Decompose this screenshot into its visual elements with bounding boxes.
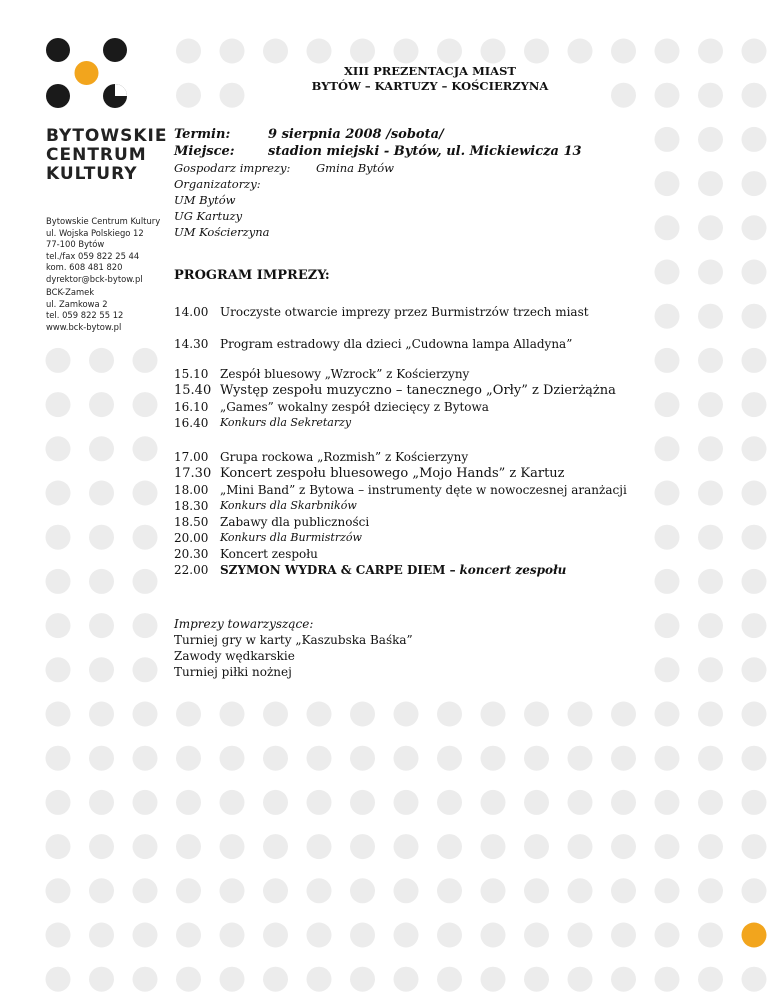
background-dot	[742, 260, 767, 285]
background-dot	[655, 878, 680, 903]
background-dot	[698, 260, 723, 285]
background-dot	[655, 923, 680, 948]
background-dot	[742, 127, 767, 152]
background-dot	[46, 878, 71, 903]
program-text: Występ zespołu muzyczno – tanecznego „Orły” z Dzierżążna	[220, 383, 616, 398]
background-dot	[133, 923, 158, 948]
background-dot	[89, 657, 114, 682]
program-time: 20.00	[174, 531, 209, 545]
background-dot	[742, 569, 767, 594]
background-dot	[568, 702, 593, 727]
background-dot	[698, 834, 723, 859]
background-dot	[394, 746, 419, 771]
background-dot	[698, 967, 723, 992]
background-dot	[133, 790, 158, 815]
background-dot	[481, 967, 506, 992]
background-dot	[698, 923, 723, 948]
background-dot	[524, 967, 549, 992]
background-dot	[350, 746, 375, 771]
background-dot	[524, 923, 549, 948]
program-group-3	[174, 366, 674, 431]
org-name-line: CENTRUM	[46, 145, 147, 165]
background-dot	[655, 613, 680, 638]
background-dot	[437, 923, 462, 948]
contact-line: BCK-Zamek	[46, 287, 95, 297]
background-dot	[220, 923, 245, 948]
background-dot	[89, 790, 114, 815]
program-time: 18.30	[174, 499, 209, 513]
background-dot	[220, 39, 245, 64]
background-dot	[220, 790, 245, 815]
background-dot	[46, 657, 71, 682]
organizator-item: UM Kościerzyna	[174, 225, 270, 239]
background-dot	[742, 834, 767, 859]
background-dot	[698, 525, 723, 550]
program-text: SZYMON WYDRA & CARPE DIEM –	[220, 563, 456, 577]
termin-row	[174, 126, 634, 143]
background-dot	[698, 171, 723, 196]
background-dot	[46, 834, 71, 859]
background-dot	[133, 834, 158, 859]
gospodarz-label: Gospodarz imprezy:	[174, 161, 291, 175]
background-dot	[220, 702, 245, 727]
background-dot	[698, 569, 723, 594]
program-time: 14.30	[174, 337, 209, 351]
background-dot	[89, 436, 114, 461]
side-events-label: Imprezy towarzyszące:	[174, 617, 314, 631]
background-dot	[742, 481, 767, 506]
program-item	[174, 304, 674, 320]
background-dot	[133, 481, 158, 506]
background-dot	[133, 392, 158, 417]
background-dot	[698, 348, 723, 373]
miejsce-value: stadion miejski - Bytów, ul. Mickiewicza 13	[268, 144, 582, 159]
background-dot	[742, 39, 767, 64]
background-dot	[698, 304, 723, 329]
contact-line: tel. 059 822 55 12	[46, 310, 124, 321]
background-dot	[263, 923, 288, 948]
program-text: „Mini Band” z Bytowa – instrumenty dęte w nowoczesnej aranżacji	[220, 483, 627, 497]
background-dot	[742, 392, 767, 417]
contact-line: Bytowskie Centrum Kultury	[46, 216, 161, 226]
background-dot	[46, 613, 71, 638]
program-time: 14.00	[174, 305, 209, 319]
background-dot	[568, 790, 593, 815]
background-dot	[394, 790, 419, 815]
event-info	[174, 126, 634, 240]
background-dot	[742, 702, 767, 727]
background-dot	[89, 746, 114, 771]
program-time: 16.40	[174, 416, 209, 430]
background-dot	[698, 392, 723, 417]
program-item	[174, 465, 674, 482]
program-item	[174, 449, 674, 465]
contact-email[interactable]: dyrektor@bck-bytow.pl	[46, 273, 143, 284]
contact-branch	[46, 287, 176, 333]
program-item	[174, 546, 674, 562]
background-dot	[437, 834, 462, 859]
background-dot	[611, 834, 636, 859]
background-dot	[46, 569, 71, 594]
program-time: 20.30	[174, 547, 209, 561]
program-group-4	[174, 449, 674, 578]
program-text: „Games” wokalny zespół dziecięcy z Bytowa	[220, 400, 489, 414]
background-dot	[611, 967, 636, 992]
program-time: 18.00	[174, 483, 209, 497]
background-dot	[611, 923, 636, 948]
background-dot	[350, 39, 375, 64]
background-dot	[742, 436, 767, 461]
program-text: Zespół bluesowy „Wzrock” z Kościerzyny	[220, 367, 470, 381]
background-dot	[220, 746, 245, 771]
organization-name	[46, 127, 166, 184]
background-dot	[742, 525, 767, 550]
background-dot	[655, 702, 680, 727]
background-dot	[437, 878, 462, 903]
background-dot	[263, 39, 288, 64]
background-dot	[133, 525, 158, 550]
background-dot	[655, 127, 680, 152]
background-dot	[742, 657, 767, 682]
background-dot	[307, 834, 332, 859]
background-dot	[611, 790, 636, 815]
background-dot	[742, 83, 767, 108]
background-dot	[46, 392, 71, 417]
background-dot	[655, 83, 680, 108]
background-dot	[89, 967, 114, 992]
background-dot	[568, 967, 593, 992]
background-dot	[176, 746, 201, 771]
background-dot	[698, 39, 723, 64]
organizatorzy-label: Organizatorzy:	[174, 177, 261, 191]
organizator-item: UG Kartuzy	[174, 209, 243, 223]
background-dot	[176, 834, 201, 859]
background-dot	[220, 834, 245, 859]
program-item-headliner	[174, 562, 674, 578]
contact-line: tel./fax 059 822 25 44	[46, 250, 140, 261]
background-dot	[524, 746, 549, 771]
contact-line: kom. 608 481 820	[46, 262, 123, 273]
background-dot	[176, 83, 201, 108]
program-text: Koncert zespołu	[220, 547, 318, 561]
background-dot	[133, 878, 158, 903]
program-text: Zabawy dla publiczności	[220, 515, 370, 529]
miejsce-label: Miejsce:	[174, 144, 235, 159]
background-dot	[133, 569, 158, 594]
background-dot	[742, 348, 767, 373]
background-dot	[698, 746, 723, 771]
background-dot	[655, 790, 680, 815]
background-dot	[568, 878, 593, 903]
background-dot	[89, 525, 114, 550]
program-time: 17.30	[174, 466, 212, 481]
background-dot	[394, 923, 419, 948]
background-dot	[655, 746, 680, 771]
background-dot	[176, 702, 201, 727]
background-dot	[46, 481, 71, 506]
background-dot	[89, 834, 114, 859]
program-time: 15.40	[174, 383, 212, 398]
background-dot	[742, 790, 767, 815]
background-dot	[307, 967, 332, 992]
background-dot	[394, 967, 419, 992]
background-dot	[133, 746, 158, 771]
background-dot	[46, 746, 71, 771]
background-dot	[698, 878, 723, 903]
background-dot	[611, 39, 636, 64]
background-dot	[133, 657, 158, 682]
background-dot	[742, 746, 767, 771]
background-dot	[263, 967, 288, 992]
document-title	[230, 64, 630, 94]
background-dot	[698, 215, 723, 240]
background-dot	[176, 923, 201, 948]
background-dot	[481, 790, 506, 815]
background-dot	[481, 834, 506, 859]
background-dot	[698, 702, 723, 727]
program-time: 17.00	[174, 450, 209, 464]
program-time: 15.10	[174, 367, 209, 381]
background-dot	[481, 39, 506, 64]
background-dot	[89, 569, 114, 594]
background-dot	[176, 39, 201, 64]
side-event-item: Turniej piłki nożnej	[174, 665, 292, 679]
background-dot	[437, 702, 462, 727]
background-dot	[524, 878, 549, 903]
gospodarz-row	[174, 160, 634, 176]
background-dot	[524, 702, 549, 727]
program-item	[174, 498, 674, 514]
side-event-item: Zawody wędkarskie	[174, 649, 295, 663]
background-dot	[133, 702, 158, 727]
background-dot	[263, 878, 288, 903]
background-dot	[655, 39, 680, 64]
program-text: Program estradowy dla dzieci „Cudowna lampa Alladyna”	[220, 337, 573, 351]
background-dot	[394, 702, 419, 727]
program-time: 18.50	[174, 515, 209, 529]
background-dot	[307, 878, 332, 903]
background-dot	[46, 436, 71, 461]
program-text: Grupa rockowa „Rozmish” z Kościerzyny	[220, 450, 469, 464]
background-dot	[263, 834, 288, 859]
accent-dot	[742, 923, 767, 948]
background-dot	[568, 39, 593, 64]
background-dot	[698, 613, 723, 638]
background-dot	[89, 392, 114, 417]
termin-label: Termin:	[174, 127, 231, 142]
title-line: BYTÓW – KARTUZY – KOŚCIERZYNA	[311, 79, 549, 93]
background-dot	[698, 127, 723, 152]
side-events	[174, 616, 594, 680]
background-dot	[263, 702, 288, 727]
background-dot	[481, 923, 506, 948]
program-text-suffix: koncert zespołu	[459, 563, 567, 577]
background-dot	[611, 878, 636, 903]
background-dot	[698, 790, 723, 815]
program-item	[174, 366, 674, 382]
background-dot	[698, 436, 723, 461]
background-dot	[481, 878, 506, 903]
background-dot	[46, 790, 71, 815]
background-dot	[742, 215, 767, 240]
background-dot	[350, 967, 375, 992]
background-dot	[350, 923, 375, 948]
background-dot	[133, 436, 158, 461]
background-dot	[307, 923, 332, 948]
background-dot	[89, 348, 114, 373]
program-title: PROGRAM IMPREZY:	[174, 268, 330, 283]
background-dot	[524, 39, 549, 64]
program-item	[174, 399, 674, 415]
background-dot	[176, 967, 201, 992]
background-dot	[307, 702, 332, 727]
background-dot	[698, 83, 723, 108]
title-line: XIII PREZENTACJA MIAST	[344, 64, 516, 78]
termin-value: 9 sierpnia 2008 /sobota/	[268, 127, 444, 142]
background-dot	[655, 967, 680, 992]
background-dot	[263, 746, 288, 771]
contact-website[interactable]: www.bck-bytow.pl	[46, 321, 122, 332]
contact-line: ul. Wojska Polskiego 12	[46, 227, 144, 238]
background-dot	[307, 790, 332, 815]
background-dot	[655, 834, 680, 859]
background-dot	[307, 746, 332, 771]
background-dot	[133, 348, 158, 373]
program-text: Uroczyste otwarcie imprezy przez Burmistrzów trzech miast	[220, 305, 589, 319]
background-dot	[481, 746, 506, 771]
background-dot	[742, 171, 767, 196]
background-dot	[133, 967, 158, 992]
background-dot	[89, 702, 114, 727]
background-dot	[176, 878, 201, 903]
contact-line: ul. Zamkowa 2	[46, 298, 108, 309]
background-dot	[611, 702, 636, 727]
background-dot	[263, 790, 288, 815]
program-item	[174, 482, 674, 498]
org-name-line: BYTOWSKIE	[46, 126, 168, 146]
program-item	[174, 415, 674, 431]
background-dot	[46, 348, 71, 373]
background-dot	[350, 790, 375, 815]
background-dot	[220, 878, 245, 903]
background-dot	[89, 878, 114, 903]
background-dot	[176, 790, 201, 815]
contact-line: 77-100 Bytów	[46, 239, 105, 250]
background-dot	[568, 834, 593, 859]
background-dot	[698, 481, 723, 506]
background-dot	[655, 215, 680, 240]
miejsce-row	[174, 143, 634, 160]
contact-main	[46, 216, 176, 286]
background-dot	[89, 923, 114, 948]
program-item	[174, 336, 674, 352]
background-dot	[89, 613, 114, 638]
background-dot	[655, 260, 680, 285]
background-dot	[307, 39, 332, 64]
organizator-item: UM Bytów	[174, 193, 236, 207]
program-text: Konkurs dla Burmistrzów	[220, 531, 362, 544]
background-dot	[481, 702, 506, 727]
background-dot	[46, 525, 71, 550]
background-dot	[568, 923, 593, 948]
background-dot	[394, 834, 419, 859]
background-dot	[46, 923, 71, 948]
background-dot	[655, 657, 680, 682]
program-text: Konkurs dla Skarbników	[220, 499, 357, 512]
background-dot	[568, 746, 593, 771]
background-dot	[350, 834, 375, 859]
background-dot	[220, 967, 245, 992]
background-dot	[133, 613, 158, 638]
program-group-2	[174, 336, 674, 352]
program-item	[174, 514, 674, 530]
background-dot	[742, 967, 767, 992]
background-dot	[350, 878, 375, 903]
side-event-item: Turniej gry w karty „Kaszubska Baśka”	[174, 633, 413, 647]
background-dot	[742, 613, 767, 638]
background-dot	[437, 790, 462, 815]
background-dot	[394, 878, 419, 903]
background-dot	[89, 481, 114, 506]
background-dot	[698, 657, 723, 682]
background-dot	[46, 702, 71, 727]
background-dot	[46, 967, 71, 992]
program-item	[174, 382, 674, 399]
background-dot	[655, 171, 680, 196]
program-group-1	[174, 304, 674, 320]
background-dot	[437, 39, 462, 64]
background-dot	[437, 967, 462, 992]
gospodarz-value: Gmina Bytów	[316, 161, 395, 175]
bck-logo	[46, 38, 130, 110]
program-item	[174, 530, 674, 546]
program-time: 16.10	[174, 400, 209, 414]
program-text: Konkurs dla Sekretarzy	[220, 416, 352, 429]
background-dot	[524, 834, 549, 859]
background-dot	[742, 878, 767, 903]
background-dot	[524, 790, 549, 815]
program-text: Koncert zespołu bluesowego „Mojo Hands” z Kartuz	[220, 466, 565, 481]
background-dot	[437, 746, 462, 771]
background-dot	[394, 39, 419, 64]
background-dot	[350, 702, 375, 727]
org-name-line: KULTURY	[46, 164, 138, 184]
background-dot	[611, 746, 636, 771]
program-time: 22.00	[174, 563, 209, 577]
background-dot	[742, 304, 767, 329]
